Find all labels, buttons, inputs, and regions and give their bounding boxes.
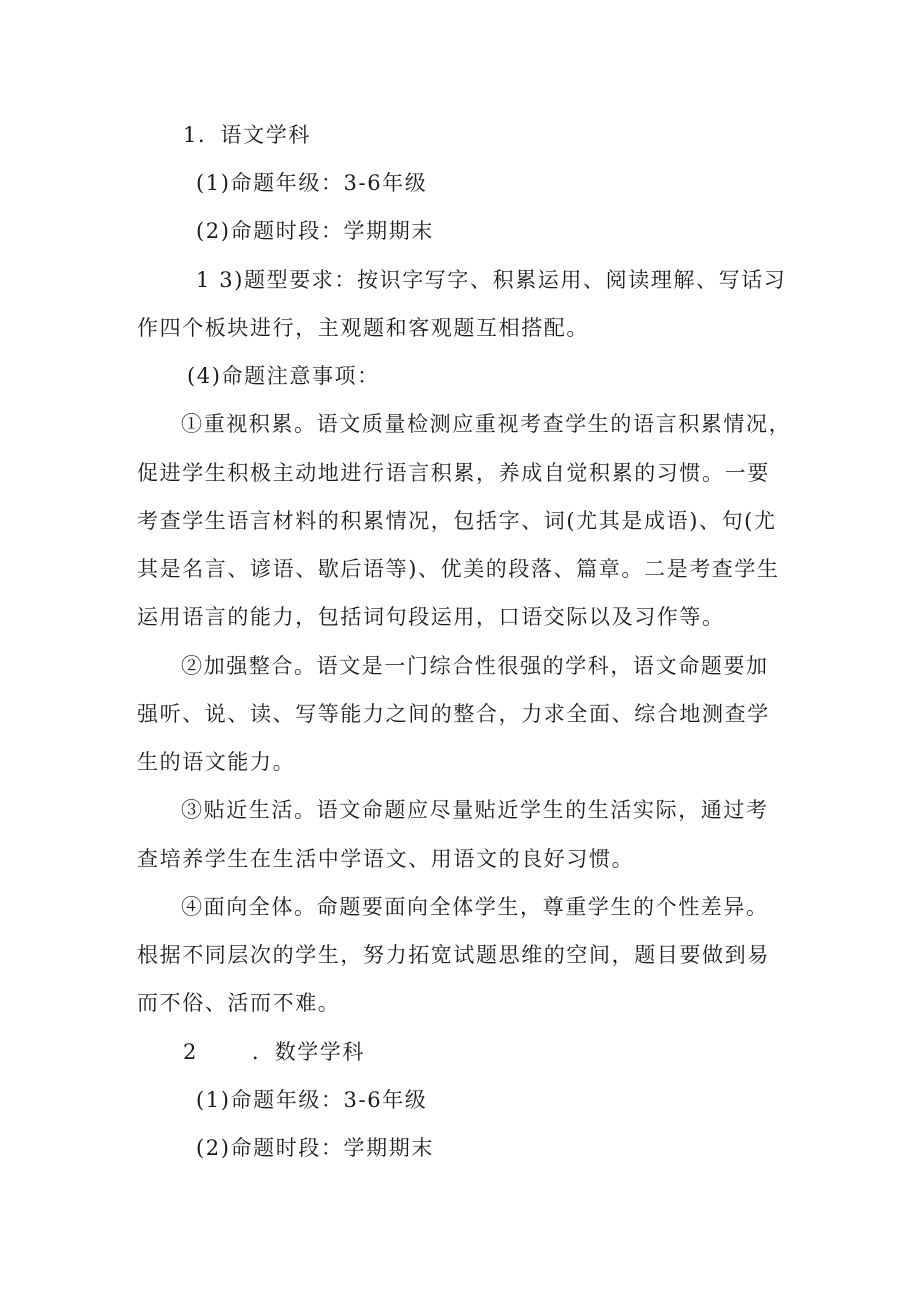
section-2-grade: (1)命题年级：3-6年级 — [196, 1088, 428, 1112]
section-1-types-line-1: 1 3)题型要求：按识字写字、积累运用、阅读理解、写话习 — [196, 268, 787, 292]
section-2-heading-text: ．数学学科 — [252, 1040, 365, 1064]
note-4-line-1: ④面向全体。命题要面向全体学生，尊重学生的个性差异。 — [181, 895, 769, 919]
note-1-line-3: 考查学生语言材料的积累情况，包括字、词(尤其是成语)、句(尤 — [137, 509, 777, 533]
note-4-line-2: 根据不同层次的学生，努力拓宽试题思维的空间，题目要做到易 — [137, 943, 770, 967]
section-1-grade: (1)命题年级：3-6年级 — [196, 171, 428, 195]
note-1-line-2: 促进学生积极主动地进行语言积累，养成自觉积累的习惯。一要 — [137, 461, 770, 485]
note-3-line-2: 查培养学生在生活中学语文、用语文的良好习惯。 — [137, 847, 635, 871]
section-1-period: (2)命题时段：学期期末 — [196, 219, 434, 243]
note-1-line-4: 其是名言、谚语、歇后语等)、优美的段落、篇章。二是考查学生 — [137, 557, 780, 581]
note-4-line-3: 而不俗、活而不难。 — [137, 991, 341, 1015]
section-1-types-line-2: 作四个板块进行，主观题和客观题互相搭配。 — [137, 316, 589, 340]
section-1-notes-heading: (4)命题注意事项： — [187, 364, 380, 388]
note-1-line-1: ①重视积累。语文质量检测应重视考查学生的语言积累情况， — [181, 412, 792, 436]
section-2-period: (2)命题时段：学期期末 — [196, 1136, 434, 1160]
note-3-line-1: ③贴近生活。语文命题应尽量贴近学生的生活实际，通过考 — [181, 798, 769, 822]
note-2-line-3: 生的语文能力。 — [137, 750, 296, 774]
note-2-line-1: ②加强整合。语文是一门综合性很强的学科，语文命题要加 — [181, 654, 769, 678]
section-2-heading-number: 2 — [183, 1040, 198, 1064]
section-1-heading: 1．语文学科 — [183, 123, 311, 147]
note-2-line-2: 强听、说、读、写等能力之间的整合，力求全面、综合地测查学 — [137, 702, 770, 726]
note-1-line-5: 运用语言的能力，包括词句段运用，口语交际以及习作等。 — [137, 605, 725, 629]
